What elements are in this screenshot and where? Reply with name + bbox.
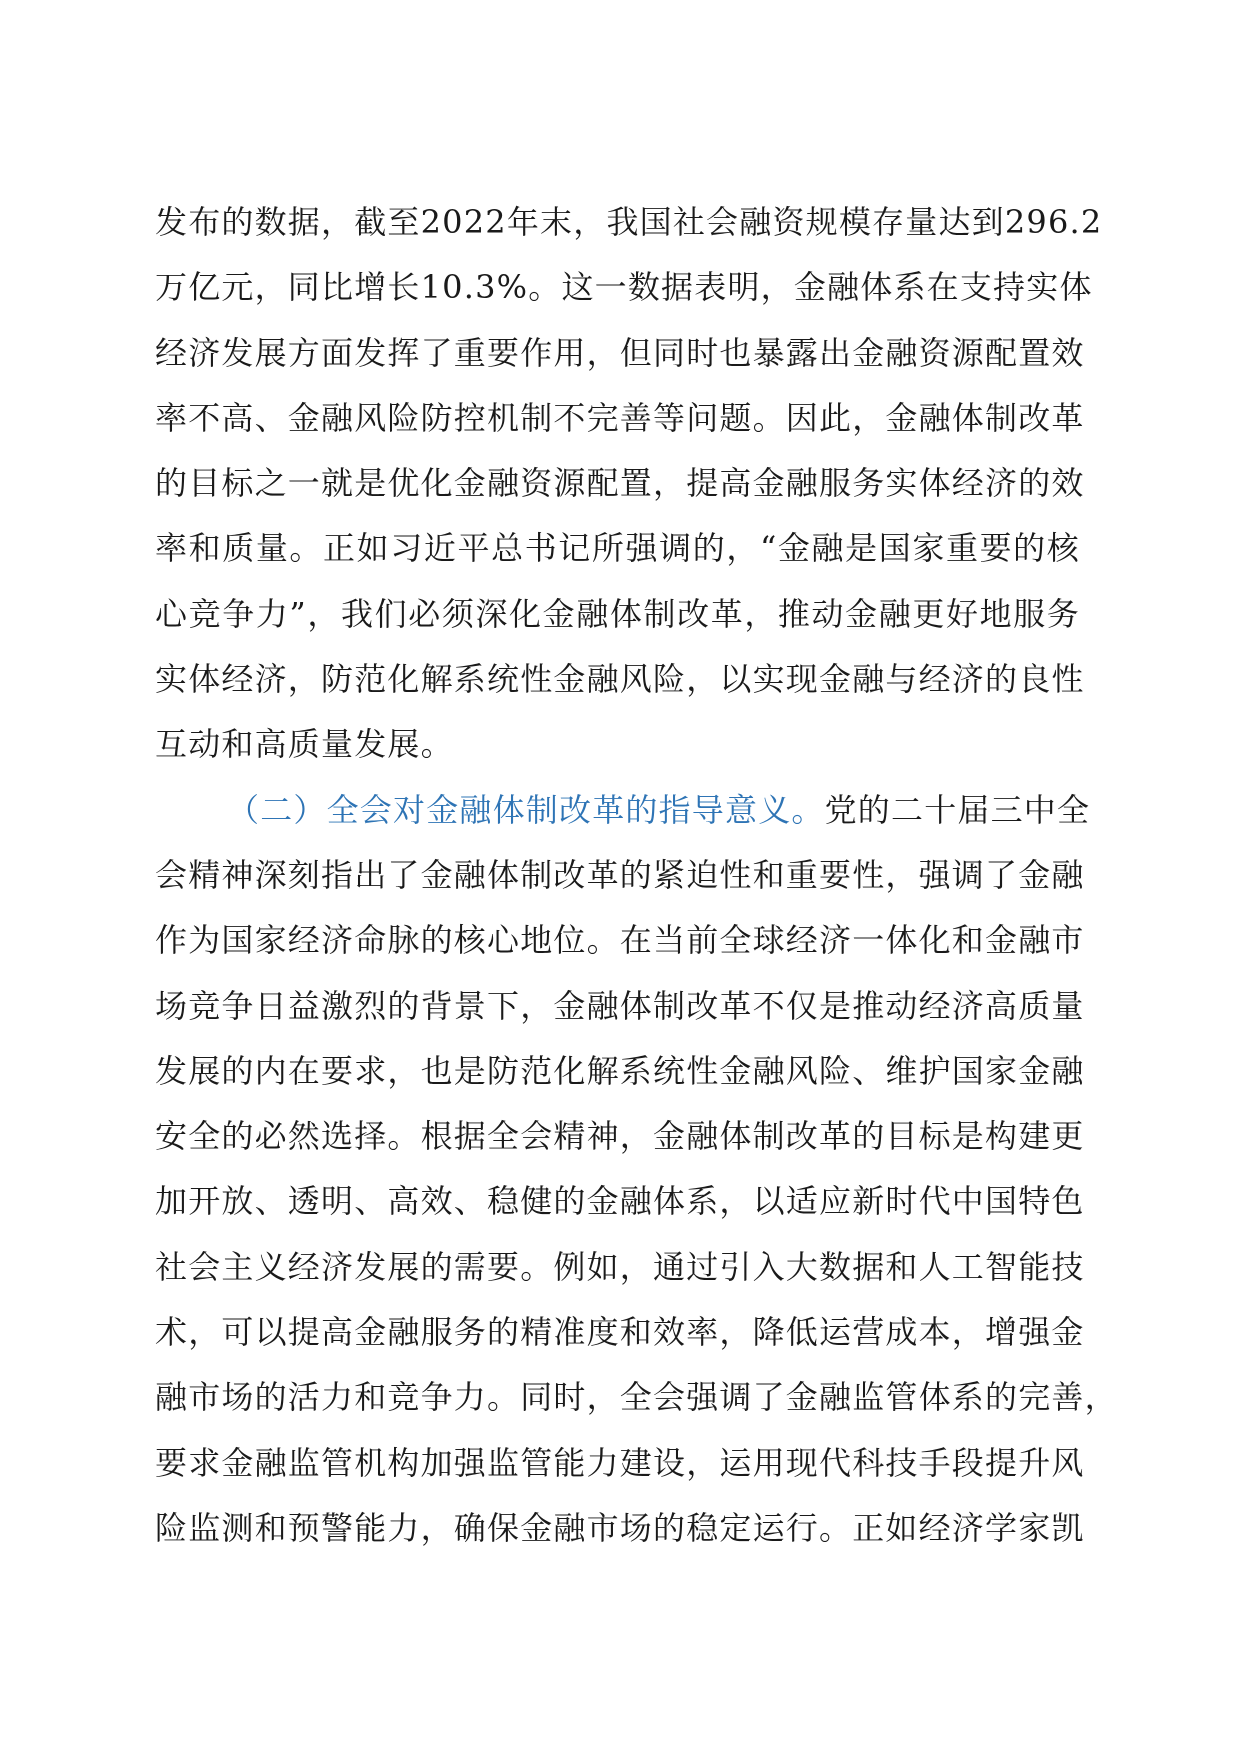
text-line: 万亿元，同比增长10.3%。这一数据表明，金融体系在支持实体	[155, 268, 1093, 307]
text-run: 党的二十届三中全	[824, 790, 1091, 829]
text-line: 会精神深刻指出了金融体制改革的紧迫性和重要性，强调了金融	[155, 855, 1085, 894]
text-line: 术，可以提高金融服务的精准度和效率，降低运营成本，增强金	[155, 1313, 1085, 1352]
text-line: 融市场的活力和竞争力。同时，全会强调了金融监管体系的完善，	[155, 1378, 1118, 1417]
text-line: 场竞争日益激烈的背景下，金融体制改革不仅是推动经济高质量	[155, 986, 1085, 1025]
text-line: 发布的数据，截至2022年末，我国社会融资规模存量达到296.2	[155, 203, 1103, 241]
text-line: 安全的必然选择。根据全会精神，金融体制改革的目标是构建更	[155, 1117, 1085, 1156]
document-body	[155, 190, 1118, 1561]
text-line: 加开放、透明、高效、稳健的金融体系，以适应新时代中国特色	[155, 1182, 1085, 1221]
text-line: 实体经济，防范化解系统性金融风险，以实现金融与经济的良性	[155, 660, 1085, 699]
section-heading: （二）全会对金融体制改革的指导意义。	[227, 790, 825, 829]
text-line: 发展的内在要求，也是防范化解系统性金融风险、维护国家金融	[155, 1051, 1085, 1090]
text-line: 险监测和预警能力，确保金融市场的稳定运行。正如经济学家凯	[155, 1508, 1085, 1547]
text-line: 率和质量。正如习近平总书记所强调的，“金融是国家重要的核	[155, 529, 1080, 568]
text-line: 社会主义经济发展的需要。例如，通过引入大数据和人工智能技	[155, 1247, 1085, 1286]
text-line: 经济发展方面发挥了重要作用，但同时也暴露出金融资源配置效	[155, 333, 1085, 372]
paragraph-2	[155, 778, 1118, 1562]
paragraph-1	[155, 190, 1103, 778]
text-line: 率不高、金融风险防控机制不完善等问题。因此，金融体制改革	[155, 398, 1085, 437]
text-line: 要求金融监管机构加强监管能力建设，运用现代科技手段提升风	[155, 1443, 1085, 1482]
paragraph-2-first-line	[155, 778, 1091, 843]
text-line: 作为国家经济命脉的核心地位。在当前全球经济一体化和金融市	[155, 921, 1085, 960]
text-line: 的目标之一就是优化金融资源配置，提高金融服务实体经济的效	[155, 464, 1085, 503]
text-line: 互动和高质量发展。	[155, 725, 454, 764]
text-line: 心竞争力”，我们必须深化金融体制改革，推动金融更好地服务	[155, 594, 1080, 633]
